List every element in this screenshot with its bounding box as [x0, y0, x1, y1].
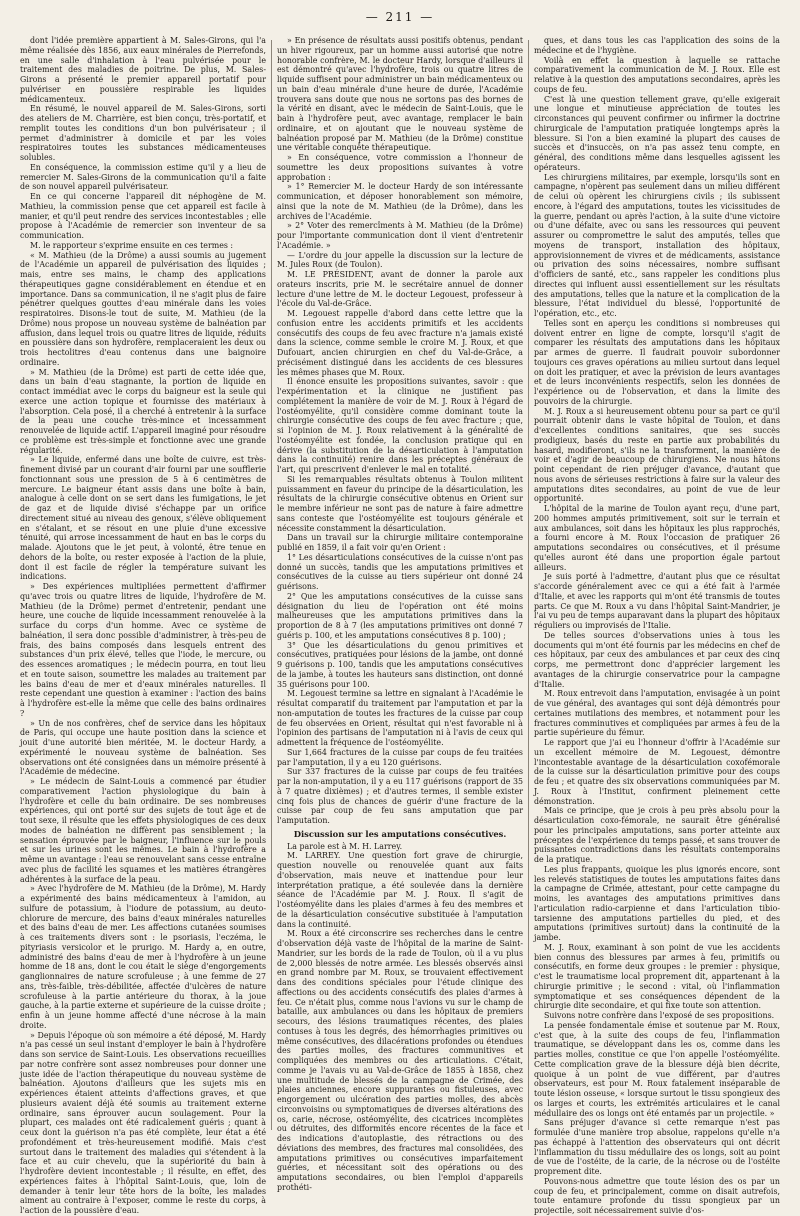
paragraph: M. J. Roux, examinant à son point de vue les accidents bien connus des blessures par armes à feu, primitifs ou consécutifs, en forme deux groupes : le premier : physique, c'est le traumatisme local proprement dit, appartenant à la chirurgie primitive ; le second : vital, où l'inflammation symptomatique et ses conséquences dépendent de la chirurgie dite secondaire, et qui fixe toute son attention. [534, 942, 780, 1011]
column-2 [277, 36, 523, 1192]
section-title: Discussion sur les amputations consécutives. [293, 828, 507, 839]
paragraph: Pouvons-nous admettre que toute lésion des os par un coup de feu, et principalement, comme on disait autrefois, toute entamure profonde du tissu spongieux par un projectile, soit nécessairement suivie d'os- [534, 1176, 780, 1215]
column-rule [271, 40, 272, 1130]
paragraph: En ce qui concerne l'appareil dit néphogène de M. Mathieu, la commission pense que cet appareil est facile à manier, et qu'il peut rendre des services incontestables ; elle propose à l'Académie de remercier son inventeur de sa communication. [20, 192, 266, 240]
paragraph: Le rapport que j'ai eu l'honneur d'offrir à l'Académie sur un excellent mémoire de M. Legouest, démontre l'incontestable avantage de la désarticulation coxofémorale de la cuisse sur la désarticulation primitive pour des coups de feu ; et quatre des six observations communiquées par M. J. Roux à l'Institut, confirment pleinement cette démonstration. [534, 738, 780, 806]
paragraph: Si les remarquables résultats obtenus à Toulon militent puissamment en faveur du principe de la désarticulation, les résultats de la chirurgie consécutive obtenus en Orient sur le membre inférieur ne sont pas de nature à faire admettre sans conteste que l'ostéomyélite est toujours générale et nécessite constamment la désarticulation. [277, 474, 523, 533]
paragraph: M. LE PRÉSIDENT, avant de donner la parole aux orateurs inscrits, prie M. le secrétaire annuel de donner lecture d'une lettre de M. le docteur Legouest, professeur à l'école du Val-de-Grâce. [277, 270, 523, 309]
paragraph: C'est là une question tellement grave, qu'elle exigerait une longue et minutieuse appréciation de toutes les circonstances qui peuvent confirmer ou infirmer la doctrine chirurgicale de l'amputation pratiquée longtemps après la blessure. Si l'on a bien examiné la plupart des causes de succès et d'insuccès, on n'a pas assez tenu compte, en général, des conditions même dans lesquelles agissent les opérateurs. [534, 94, 780, 172]
column-1 [20, 36, 266, 1215]
paragraph: » En conséquence, votre commission a l'honneur de soumettre les deux propositions suivantes à votre approbation : [277, 153, 523, 182]
paragraph: Sur 337 fractures de la cuisse par coups de feu traitées par la non-amputation, il y a eu 117 guérisons (rapport de 35 à 7 quatre dixièmes) ; et d'autres termes, il semble exister cinq fois plus de chances de guérir d'une fracture de la cuisse par coup de feu sans amputation que par l'amputation. [277, 767, 523, 825]
paragraph: » Un de nos confrères, chef de service dans les hôpitaux de Paris, qui occupe une haute position dans la science et jouit d'une autorité bien méritée, M. le docteur Hardy, a expérimenté le nouveau système de balnéation. Ses observations ont été consignées dans un mémoire présenté à l'Académie de médecine. [20, 718, 266, 777]
paragraph: 2° Que les amputations consécutives de la cuisse sans désignation du lieu de l'opération ont été moins malheureuses que les amputations primitives dans la proportion de 8 à 7 (les amputations primitives ont donné 7 guéris p. 100, et les amputations consécutives 8 p. 100) ; [277, 591, 523, 640]
paragraph: L'hôpital de la marine de Toulon ayant reçu, d'une part, 200 hommes amputés primitivement, soit sur le terrain et aux ambulances, soit dans les hôpitaux les plus rapprochés, a fourni encore à M. Roux l'occasion de pratiquer 26 amputations secondaires ou consécutives, et il présume qu'elles auront été dans une proportion égale partout ailleurs. [534, 504, 780, 572]
paragraph: » Le médecin de Saint-Louis a commencé par étudier comparativement l'action physiologique du bain à l'hydrofère et celle du bain ordinaire. De ses nombreuses expériences, qui ont porté sur des sujets de tout âge et de tout sexe, il résulte que les effets physiologiques de ces deux modes de balnéation ne diffèrent pas sensiblement ; la sensation éprouvée par le baigneur, l'influence sur le pouls et sur les urines sont les mêmes. Le bain à l'hydrofère a même un avantage : l'eau se renouvelant sans cesse entraîne avec plus de facilité les squames et les matières étrangères adhérentes à la surface de la peau. [20, 777, 266, 884]
paragraph: M. le rapporteur s'exprime ensuite en ces termes : [30, 240, 234, 250]
paragraph: « M. Mathieu (de la Drôme) a aussi soumis au jugement de l'Académie un appareil de pulvérisation des liquides ; mais, entre ses mains, le champ des applications thérapeutiques gagne considérablement en étendue et en importance. Dans sa communication, il ne s'agit plus de faire pénétrer quelques gouttes d'eau minérale dans les voies respiratoires. Disons-le tout de suite, M. Mathieu (de la Drôme) nous propose un nouveau système de balnéation par affusion, dans lequel trois ou quatre litres de liquide, réduits en poussière dans son hydrofère, remplaceraient les deux ou trois hectolitres d'eau contenus dans une baignoire ordinaire. [20, 250, 266, 367]
paragraph: Je suis porté à l'admettre, d'autant plus que ce résultat s'accorde généralement avec ce qui a été fait à l'armée d'Italie, et avec les rapports qui m'ont été transmis de toutes parts. Ce que M. Roux a vu dans l'hôpital Saint-Mandrier, je l'ai vu peu de temps auparavant dans la plupart des hôpitaux réguliers ou improvisés de l'Italie. [534, 572, 780, 630]
paragraph: Voilà en effet la question à laquelle se rattache comparativement la communication de M. J. Roux. Elle est relative à la question des amputations secondaires, après les coups de feu. [534, 55, 780, 94]
paragraph: » Avec l'hydrofère de M. Mathieu (de la Drôme), M. Hardy a expérimenté des bains médicamenteux à l'amidon, au sulfure de potassium, à l'iodure de potassium, au deuto-chlorure de mercure, des bains d'eaux minérales naturelles et des bains d'eau de mer. Les affections cutanées soumises à ces traitements divers sont : le psoriasis, l'eczéma, le pityriasis versicolor et le prurigo. M. Hardy a, en outre, administré des bains d'eau de mer à l'hydrofère à un jeune homme de 18 ans, dont le cou était le siège d'engorgements ganglionnaires de nature scrofuleuse ; à une femme de 27 ans, très-faible, très-débilitée, affectée d'ulcères de nature scrofuleuse à la partie antérieure du thorax, à la joue gauche, à la partie externe et supérieure de la cuisse droite ; enfin à un jeune homme affecté d'une nécrose à la main droite. [20, 884, 266, 1030]
paragraph: ques, et dans tous les cas l'application des soins de la médecine et de l'hygiène. [534, 36, 780, 55]
paragraph: M. Roux a été circonscrire ses recherches dans le centre d'observation déjà vaste de l'hôpital de la marine de Saint-Mandrier, sur les bords de la rade de Toulon, où il a vu plus de 2,000 blessés de notre armée. Les blessés observés ainsi en grand nombre par M. Roux, se trouvaient effectivement dans des conditions spéciales pour l'étude clinique des affections ou des accidents consécutifs des plaies d'armes à feu. Ce n'était plus, comme nous l'avions vu sur le champ de bataille, aux ambulances ou dans les hôpitaux de premiers secours, des lésions traumatiques récentes, des plaies contuses à tous les degrés, des hémorrhagies primitives ou même consécutives, des dilacérations profondes ou étendues des parties molles, des fractures communitives et compliquées des membres ou des articulations. C'était, comme je l'avais vu au Val-de-Grâce de 1855 à 1858, chez une multitude de blessés de la campagne de Crimée, des plaies anciennes, encore suppurantes ou fistuleuses, avec engorgement ou ulcération des parties molles, des abcès circonvoisins ou symptomatiques de diverses altérations des os, carie, nécrose, ostéomyélite, des cicatrices incomplètes ou détruites, des difformités encore récentes de la face et des indications d'autoplastie, des rétractions ou des déviations des membres, des fractures mal consolidées, des amputations primitives ou consécutives imparfaitement guéries, et nécessitant soit des opérations ou des amputations secondaires, ou bien l'emploi d'appareils prothéti- [277, 929, 523, 1192]
paragraph: 3° Que les désarticulations du genou primitives et consécutives, pratiquées pour lésions de la jambe, ont donné 9 guérisons p. 100, tandis que les amputations consécutives de la jambe, à toutes les hauteurs sans distinction, ont donné 35 guérisons pour 100. [277, 640, 523, 689]
paragraph: » 1° Remercier M. le docteur Hardy de son intéressante communication, et déposer honorablement son mémoire, ainsi que la note de M. Mathieu (de la Drôme), dans les archives de l'Académie. [277, 182, 523, 221]
paragraph: » En présence de résultats aussi positifs obtenus, pendant un hiver rigoureux, par un homme aussi autorisé que notre honorable confrère, M. le docteur Hardy, lorsque d'ailleurs il est démontré qu'avec l'hydrofère, trois ou quatre litres de liquide suffisent pour administrer un bain médicamenteux ou un bain d'eau minérale d'une heure de durée, l'Académie trouvera sans doute que nous ne sortons pas des bornes de la vérité en disant, avec le médecin de Saint-Louis, que le bain à l'hydrofère peut, avec avantage, remplacer le bain ordinaire, et on ajoutant que le nouveau système de balnéation proposé par M. Mathieu (de la Drôme) constitue une véritable conquête thérapeutique. [277, 36, 523, 153]
paragraph: 1° Les désarticulations consécutives de la cuisse n'ont pas donné un succès, tandis que les amputations primitives et consécutives de la cuisse au tiers supérieur ont donné 24 guérisons. [277, 552, 523, 591]
paragraph: Suivons notre confrère dans l'exposé de ses propositions. [544, 1011, 775, 1020]
paragraph: » Des expériences multipliées permettent d'affirmer qu'avec trois ou quatre litres de liquide, l'hydrofère de M. Mathieu (de la Drôme) permet d'entretenir, pendant une heure, une couche de liquide incessamment renouvelée à la surface du corps d'un homme. Avec ce système de balnéation, il sera donc possible d'administrer, à très-peu de frais, des bains composés dans lesquels entrent des substances d'un prix élevé, telles que l'iode, le mercure, ou des essences aromatiques ; le médecin pourra, en tout lieu et en toute saison, soumettre les malades au traitement par les bains d'eau de mer et d'eaux minérales naturelles. Il reste cependant une question à examiner : l'action des bains à l'hydrofère est-elle la même que celle des bains ordinaires ? [20, 582, 266, 718]
paragraph: » 2° Voter des remercîments à M. Mathieu (de la Drôme) pour l'importante communication dont il vient d'entretenir l'Académie. » [277, 221, 523, 250]
paragraph: Les plus frappants, quoique les plus ignorés encore, sont les relevés statistiques de toutes les amputations faites dans la campagne de Crimée, attestant, pour cette campagne du moins, les avantages des amputations primitives dans l'articulation radio-carpienne et dans l'articulation tibio-tarsienne des amputations partielles du pied, et des amputations (primitives surtout) dans la continuité de la jambe. [534, 864, 780, 942]
column-3 [534, 36, 780, 1215]
paragraph: En conséquence, la commission estime qu'il y a lieu de remercier M. Sales-Girons de la communication qu'il a faite de son nouvel appareil pulvérisateur. [20, 162, 266, 192]
paragraph: M. Legouest rappelle d'abord dans cette lettre que la confusion entre les accidents primitifs et les accidents consécutifs des coups de feu avec fracture n'a jamais existé dans la science, comme semble le croire M. J. Roux, et que Dufouart, ancien chirurgien en chef du Val-de-Grâce, a précisément distingué dans les accidents de ces blessures les mêmes phases que M. Roux. [277, 309, 523, 377]
paragraph: dont l'idée première appartient à M. Sales-Girons, qui l'a même réalisée dès 1856, aux eaux minérales de Pierrefonds, en une salle d'inhalation à l'eau pulvérisée pour le traitement des maladies de poitrine. De plus, M. Sales-Girons a présenté le premier appareil portatif pour pulvériser en poussière respirable les liquides médicamenteux. [20, 36, 266, 104]
paragraph: Dans un travail sur la chirurgie militaire contemporaine publié en 1859, il a fait voir qu'en Orient : [277, 533, 523, 552]
paragraph: De telles sources d'observations unies à tous les documents qui m'ont été fournis par les médecins en chef de ces hôpitaux, par ceux des ambulances et par ceux des cinq corps, me permettront donc d'apprécier largement les avantages de la chirurgie conservatrice pour la campagne d'Italie. [534, 630, 780, 689]
paragraph: » Le liquide, enfermé dans une boîte de cuivre, est très-finement divisé par un courant d'air fourni par une soufflerie fonctionnant sous une pression de 5 à 6 centimètres de mercure. Le baigneur étant assis dans une boîte à bain, analogue à celle dont on se sert dans les fumigations, le jet de gaz et de liquide divisé s'échappe par un orifice directement situé au niveau des genoux, s'élève obliquement en s'étalant, et se résout en une pluie d'une excessive ténuité, qui arrose incessamment de haut en bas le corps du malade. Ajoutons que le jet peut, à volonté, être tenue en dehors de la boîte, ou rester exposée à l'action de la pluie, dont il est facile de régler la température suivant les indications. [20, 455, 266, 582]
paragraph: Sans préjuger d'avance si cette remarque n'est pas formulée d'une manière trop absolue, rappelons qu'elle n'a pas échappé à l'attention des observateurs qui ont décrit l'inflammation du tissu médullaire des os longs, soit au point de vue de l'ostéite, de la carie, de la nécrose ou de l'ostéite proprement dite. [534, 1118, 780, 1176]
page-number: — 211 — [365, 10, 435, 24]
paragraph: » M. Mathieu (de la Drôme) est parti de cette idée que, dans un bain d'eau stagnante, la portion de liquide en contact immédiat avec le corps du baigneur est la seule qui exerce une action topique et fournisse des matériaux à l'absorption. Cela posé, il a cherché à entretenir à la surface de la peau une couche très-mince et incessamment renouvelée de liquide actif. L'appareil imaginé pour résoudre ce problème est très-simple et fonctionne avec une grande régularité. [20, 367, 266, 455]
paragraph: Les chirurgiens militaires, par exemple, lorsqu'ils sont en campagne, n'opèrent pas seulement dans un milieu différent de celui où opèrent les chirurgiens civils ; ils subissent encore, à l'égard des amputations, toutes les vicissitudes de la guerre, pendant ou après l'action, à la suite d'une victoire ou d'une défaite, avec ou sans les ressources qui peuvent assurer ou compromettre le salut des amputés, telles que moyens de transport, installation des hôpitaux, approvisionnement de vivres et de médicaments, assistance ou privation des soins nécessaires, nombre suffisant d'officiers de santé, etc., sans rappeler les conditions plus directes qui influent aussi essentiellement sur les résultats des amputations, telles que la nature et la complication de la blessure, l'état individuel du blessé, l'opportunité de l'opération, etc., etc. [534, 172, 780, 318]
paragraph: — L'ordre du jour appelle la discussion sur la lecture de M. Jules Roux (de Toulon). [277, 250, 523, 270]
paragraph: M. J. Roux a si heureusement obtenu pour sa part ce qu'il pourrait obtenir dans le vaste hôpital de Toulon, et dans d'excellentes conditions sanitaires, que ses succès prodigieux, basés du reste en partie aux probabilités du hasard, modifieront, s'ils ne la transforment, la manière de voir et d'agir de beaucoup de chirurgiens. Ne nous hâtons point cependant de rien préjuger d'avance, d'autant que nous avons de sérieuses restrictions à faire sur la valeur des amputations dites secondaires, au point de vue de leur opportunité. [534, 406, 780, 504]
paragraph: En résumé, le nouvel appareil de M. Sales-Girons, sorti des ateliers de M. Charrière, est bien conçu, très-portatif, et remplit toutes les conditions d'un bon pulvérisateur ; il permet d'administrer à domicile et par les voies respiratoires toutes les substances médicamenteuses solubles. [20, 104, 266, 162]
paragraph: La pensée fondamentale émise et soutenue par M. Roux, c'est que, à la suite des coups de feu, l'inflammation traumatique, se développant dans les os, comme dans les parties molles, constitue ce que l'on appelle l'ostéomyélite. Cette complication grave de la blessure déjà bien décrite, quoique à un point de vue différent, par d'autres observateurs, est pour M. Roux fatalement inséparable de toute lésion osseuse, « lorsque surtout le tissu spongieux des os larges et courts, les extrémités articulaires et le canal médullaire des os longs ont été entamés par un projectile. » [534, 1020, 780, 1118]
column-rule [528, 40, 529, 1130]
paragraph: Il énonce ensuite les propositions suivantes, savoir : que l'expérimentation et la clinique ne justifient pas complétement la manière de voir de M. J. Roux à l'égard de l'ostéomyélite, qu'il considère comme dominant toute la chirurgie consécutive des coups de feu avec fracture ; que, si l'opinion de M. J. Roux relativement à la généralité de l'ostéomyélite est fondée, la conclusion pratique qui en dérive (la substitution de la désarticulation à l'amputation dans la continuité) renire dans les préceptes généraux de l'art, qui prescrivent d'enlever le mal en totalité. [277, 377, 523, 474]
paragraph: Mais ce principe, que je crois à peu près absolu pour la désarticulation coxo-fémorale, ne saurait être généralisé pour les principales amputations, sans porter atteinte aux préceptes de l'expérience du temps passé, et sans trouver de puissantes contradictions dans les résultats contemporains de la pratique. [534, 806, 780, 864]
paragraph: M. Legouest termine sa lettre en signalant à l'Académie le résultat comparatif du traitement par l'amputation et par la non-amputation de toutes les fractures de la cuisse par coup de feu observées en Orient, résultat qui n'est favorable ni à l'opinion des partisans de l'amputation ni à l'avis de ceux qui admettent la fréquence de l'ostéomyélite. [277, 689, 523, 747]
paragraph: M. LARREY. Une question fort grave de chirurgie, question nouvelle ou renouvelée quant aux faits d'observation, mais neuve et inattendue pour leur interprétation pratique, a été soulevée dans la dernière séance de l'Académie par M. J. Roux. Il s'agit de l'ostéomyélite dans les plaies d'armes à feu des membres et de la désarticulation consécutive substituée à l'amputation dans la continuité. [277, 851, 523, 929]
paragraph: M. Roux entrevoit dans l'amputation, envisagée à un point de vue général, des avantages qui sont déjà démontrés pour certaines mutilations des membres, et notamment pour les fractures comminutives et compliquées par armes à feu de la partie supérieure du fémur. [534, 689, 780, 738]
paragraph: » Depuis l'époque où son mémoire a été déposé, M. Hardy n'a pas cessé un seul instant d'employer le bain à l'hydrofère dans son service de Saint-Louis. Les observations recueillies par notre confrère sont assez nombreuses pour donner une juste idée de l'action thérapeutique du nouveau système de balnéation. Ajoutons d'ailleurs que les sujets mis en expériences étaient atteints d'affections graves, et que plusieurs avaient déjà été soumis au traitement externe ordinaire, sans éprouver aucun soulagement. Pour la plupart, ces malades ont été radicalement guéris ; quant à ceux dont la guérison n'a pas été complète, leur état a été profondément et très-heureusement modifié. Mais c'est surtout dans le traitement des maladies qui s'étendent à la face et au cuir chevelu, que la supériorité du bain à l'hydrofère devient incontestable ; il résulte, en effet, des expériences faites à l'hôpital Saint-Louis, que, loin de demander à tenir leur tête hors de la boîte, les malades aiment au contraire à l'exposer, comme le reste du corps, à l'action de la poussière d'eau. [20, 1030, 266, 1215]
paragraph: Telles sont en aperçu les conditions si nombreuses qui doivent entrer en ligne de compte, lorsqu'il s'agit de comparer les résultats des amputations dans les hôpitaux par armes de guerre. Il faudrait pouvoir subordonner toujours ces graves opérations au milieu surtout dans lequel on doit les pratiquer, et avec la prévision de leurs avantages et de leurs inconvénients respectifs, selon les données de l'expérience ou de l'observation, et dans la limite des pouvoirs de la chirurgie. [534, 318, 780, 406]
paragraph: La parole est à M. H. Larrey. [287, 841, 403, 851]
paragraph: Sur 1,664 fractures de la cuisse par coups de feu traitées par l'amputation, il y a eu 120 guérisons. [277, 747, 523, 767]
